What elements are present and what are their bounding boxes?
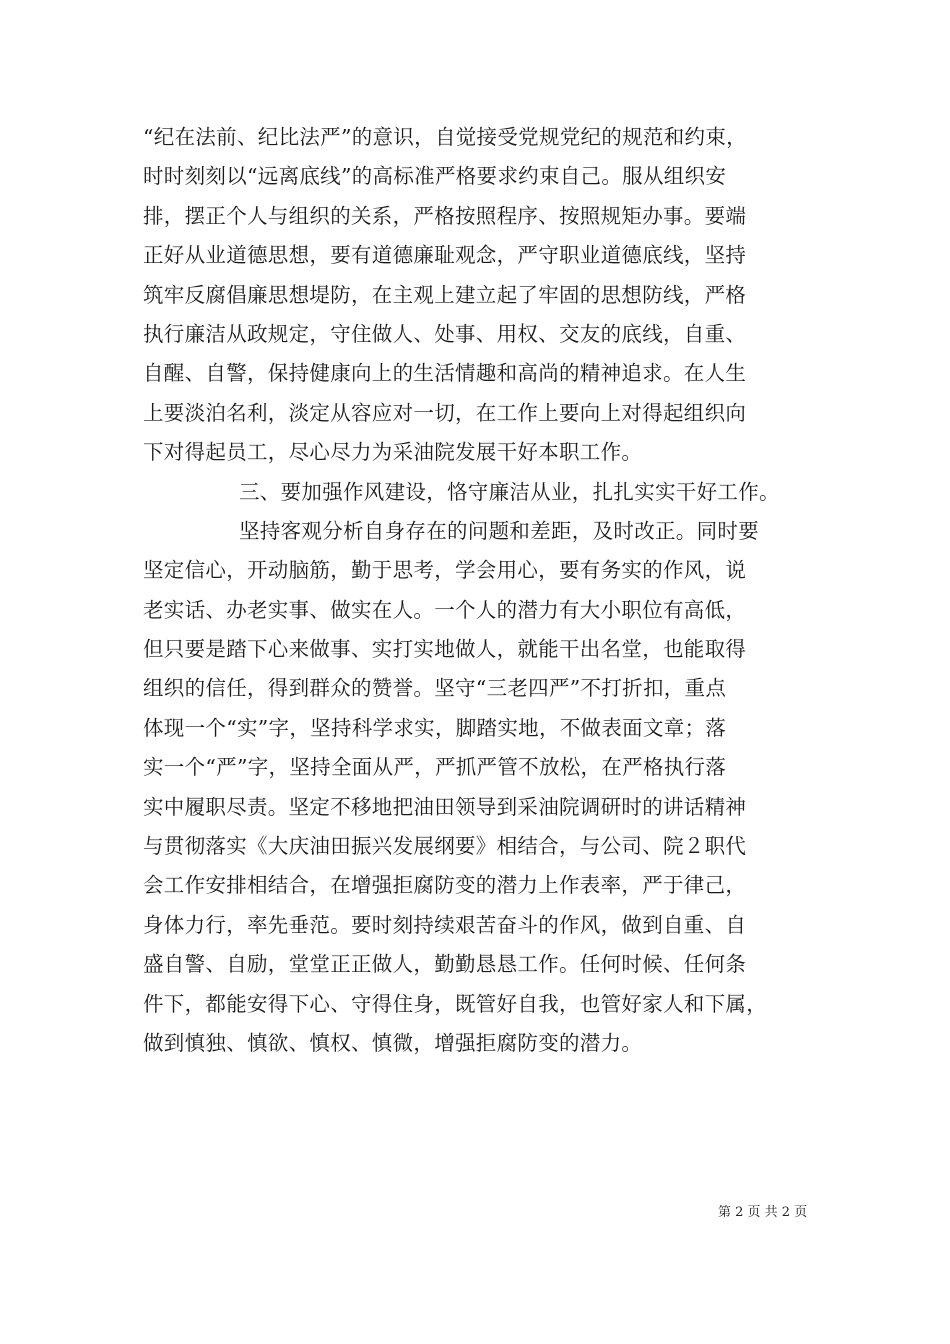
text-line: 但只要是踏下心来做事、实打实地做人，就能干出名堂，也能取得 (143, 637, 747, 662)
text-line: 件下，都能安得下心、守得住身，既管好自我，也管好家人和下属， (143, 991, 767, 1016)
text-line: 实一个“严”字，坚持全面从严，严抓严管不放松，在严格执行落 (143, 755, 727, 780)
text-line: 盛自警、自励，堂堂正正做人，勤勤恳恳工作。任何时候、任何条 (143, 952, 747, 977)
page-number-footer: 第 2 页 共 2 页 (718, 1205, 808, 1220)
text-line: 坚持客观分析自身存在的问题和差距，及时改正。同时要 (239, 518, 759, 543)
text-line: 正好从业道德思想，要有道德廉耻观念，严守职业道德底线，坚持 (143, 243, 747, 268)
text-line: 下对得起员工，尽心尽力为采油院发展干好本职工作。 (143, 440, 643, 465)
text-line: 做到慎独、慎欲、慎权、慎微，增强拒腐防变的潜力。 (143, 1030, 643, 1055)
text-line: 老实话、办老实事、做实在人。一个人的潜力有大小职位有高低， (143, 597, 747, 622)
text-line: 坚定信心，开动脑筋，勤于思考，学会用心，要有务实的作风，说 (143, 558, 747, 583)
text-line: 执行廉洁从政规定，守住做人、处事、用权、交友的底线，自重、 (143, 321, 747, 346)
text-line: 身体力行，率先垂范。要时刻持续艰苦奋斗的作风，做到自重、自 (143, 912, 747, 937)
text-line: 上要淡泊名利，淡定从容应对一切，在工作上要向上对得起组织向 (143, 400, 747, 425)
section-heading: 三、要加强作风建设，恪守廉洁从业，扎扎实实干好工作。 (239, 479, 780, 504)
text-line: “纪在法前、纪比法严”的意识，自觉接受党规党纪的规范和约束， (143, 125, 747, 149)
document-body (143, 118, 823, 1063)
text-line: 自醒、自警，保持健康向上的生活情趣和高尚的精神追求。在人生 (143, 361, 747, 386)
text-line: 筑牢反腐倡廉思想堤防，在主观上建立起了牢固的思想防线，严格 (143, 282, 747, 307)
text-line: 排，摆正个人与组织的关系，严格按照程序、按照规矩办事。要端 (143, 203, 747, 228)
text-line: 与贯彻落实《大庆油田振兴发展纲要》相结合，与公司、院２职代 (143, 834, 747, 859)
text-line: 体现一个“实”字，坚持科学求实，脚踏实地，不做表面文章；落 (143, 715, 727, 740)
text-line: 组织的信任，得到群众的赞誉。坚守“三老四严”不打折扣，重点 (143, 676, 727, 701)
text-line: 时时刻刻以“远离底线”的高标准严格要求约束自己。服从组织安 (143, 164, 727, 189)
text-line: 会工作安排相结合，在增强拒腐防变的潜力上作表率，严于律己， (143, 873, 747, 898)
text-line: 实中履职尽责。坚定不移地把油田领导到采油院调研时的讲话精神 (143, 794, 747, 819)
